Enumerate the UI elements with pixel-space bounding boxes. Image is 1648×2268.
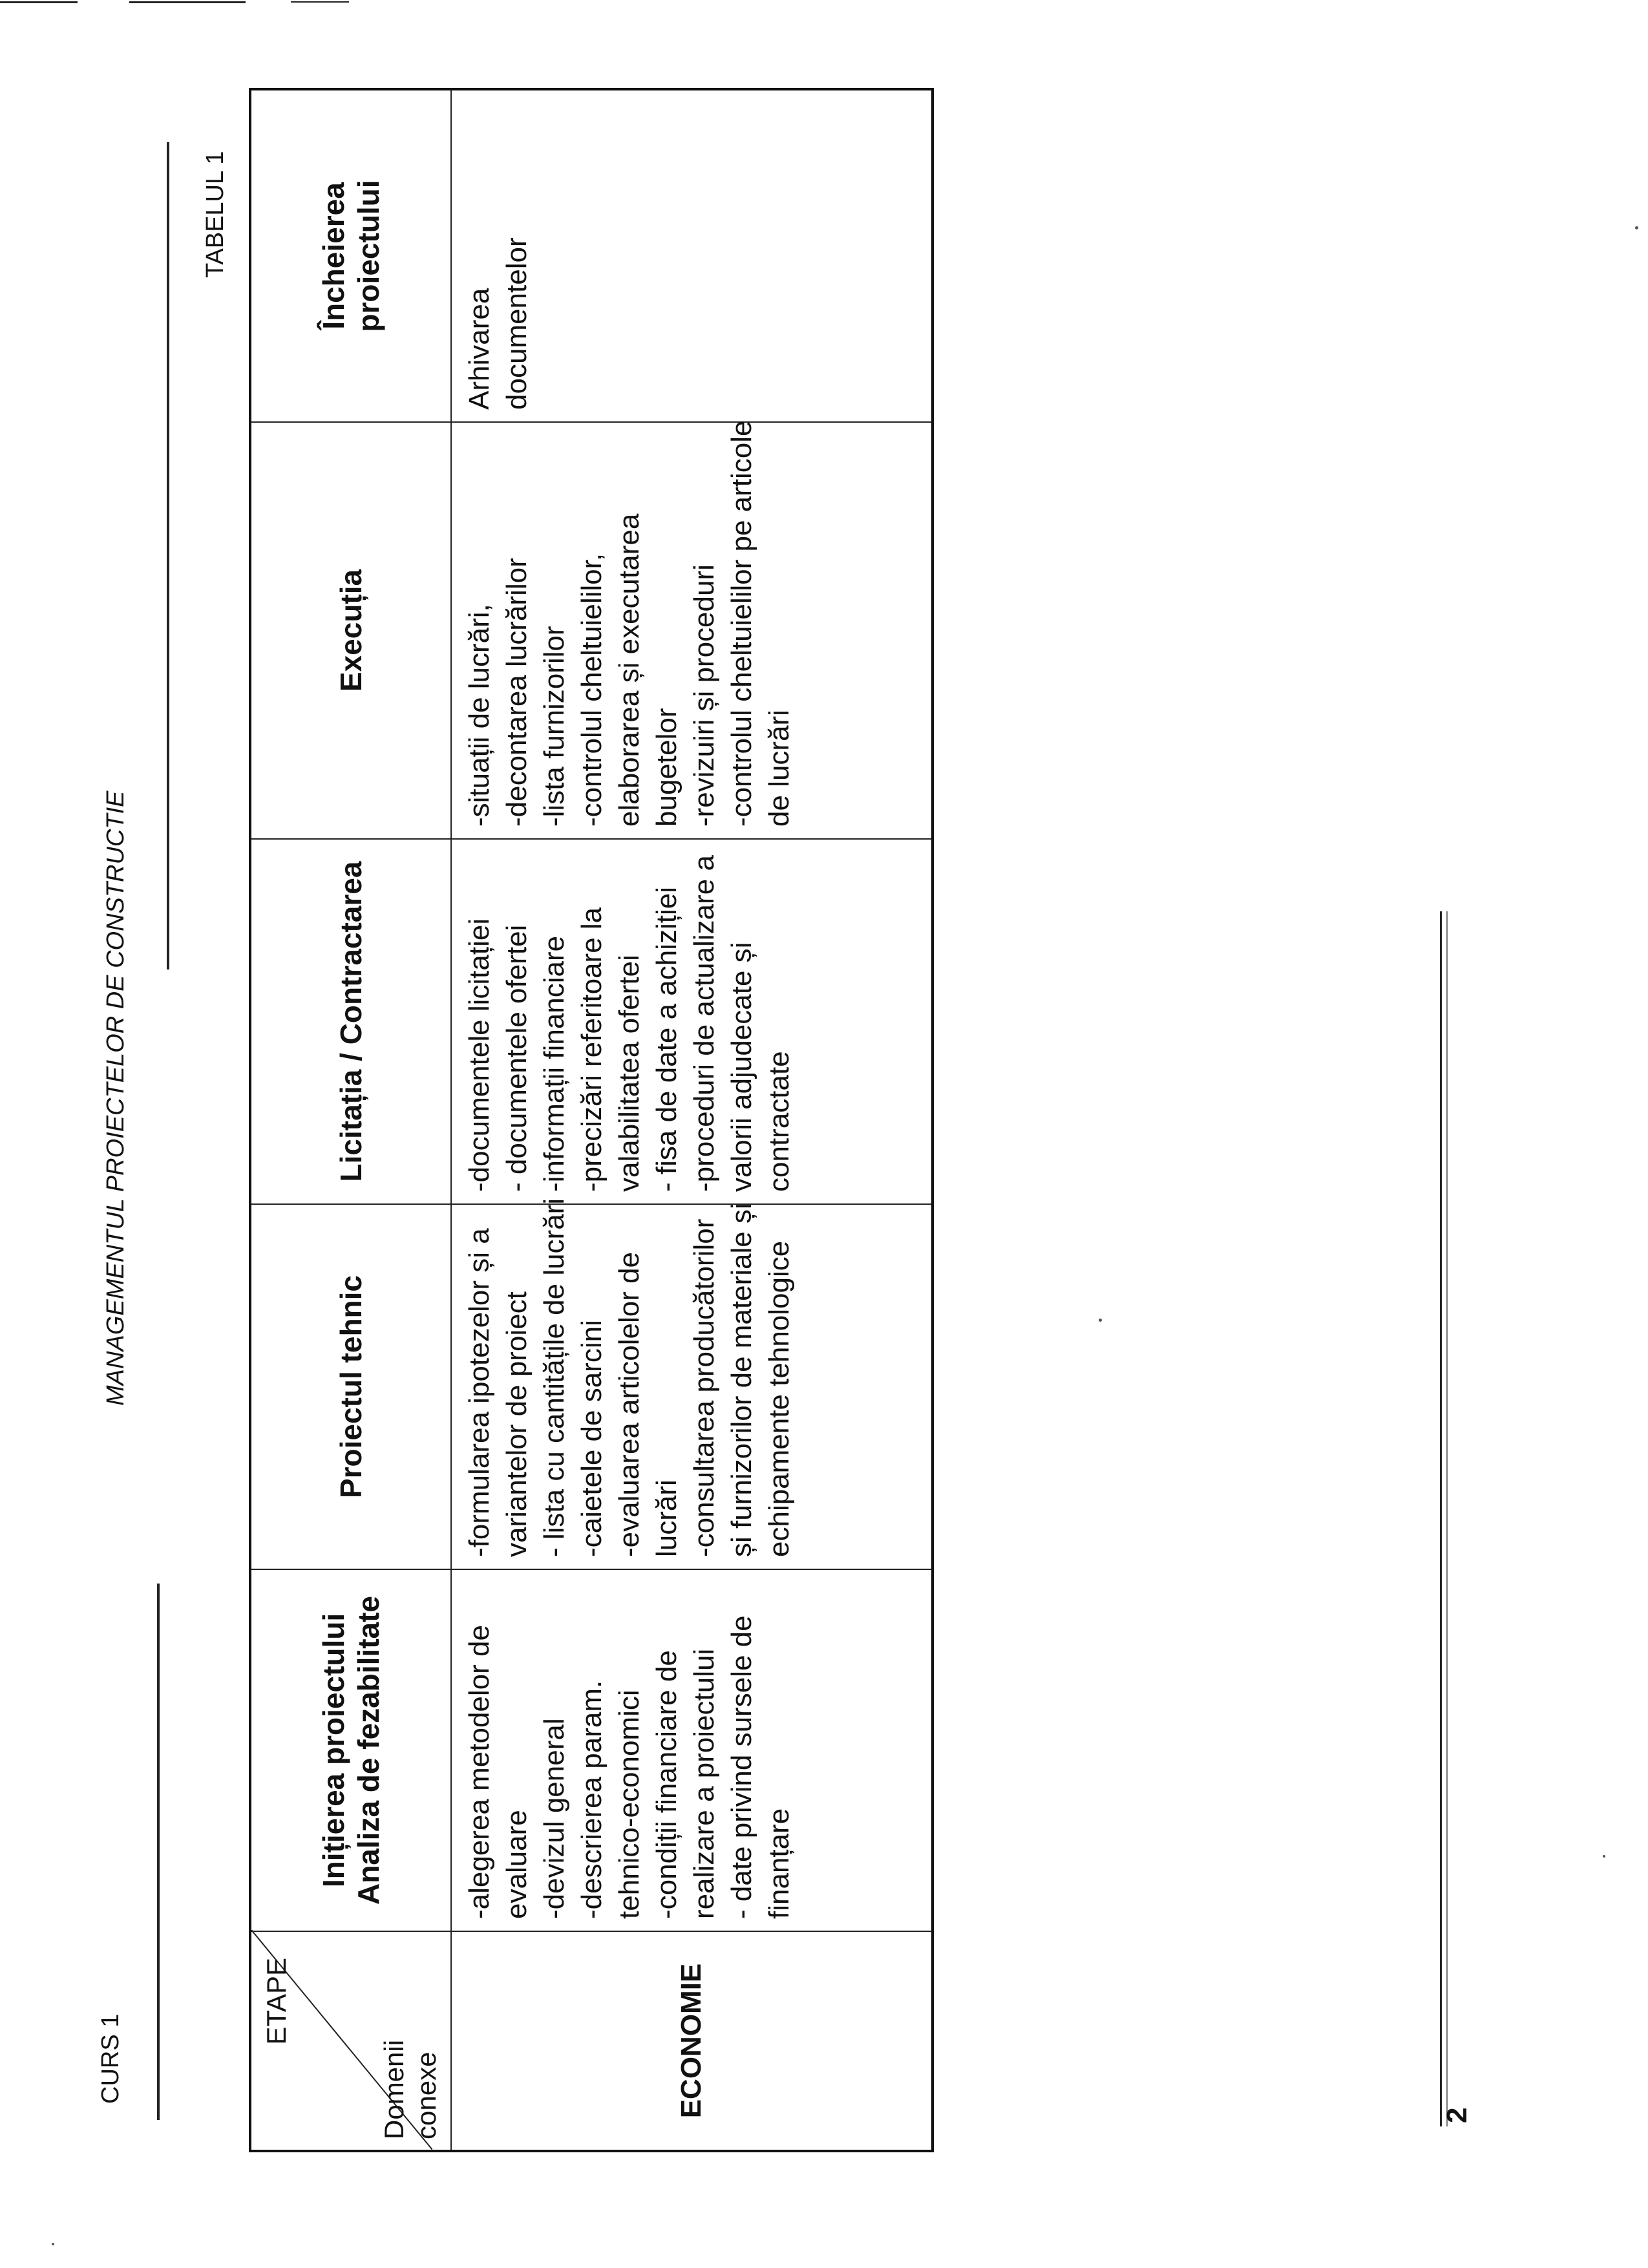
cell-line: elaborarea și executarea bbox=[613, 513, 645, 827]
cell-line: și furnizorilor de materiale și bbox=[726, 1203, 757, 1557]
column-header-line2: Analiza de fezabilitate bbox=[352, 1596, 385, 1905]
course-label: CURS 1 bbox=[97, 2013, 124, 2104]
stages-table-grid bbox=[249, 88, 934, 2152]
domain-label: ECONOMIE bbox=[451, 1931, 933, 2151]
column-header-initiation bbox=[250, 1569, 451, 1931]
corner-domains-label bbox=[378, 2040, 443, 2139]
cell-line: documentelor bbox=[501, 237, 533, 410]
cell-tendering bbox=[451, 839, 933, 1204]
column-header-line1: Licitația / Contractarea bbox=[334, 861, 368, 1182]
cell-line: -descrierea param. bbox=[576, 1680, 607, 1919]
scan-speck bbox=[52, 2243, 54, 2245]
cell-execution bbox=[451, 422, 933, 839]
cell-line: -formularea ipotezelor și a bbox=[463, 1228, 495, 1557]
footer-rule bbox=[1440, 911, 1442, 2126]
cell-line: -proceduri de actualizare a bbox=[688, 855, 720, 1192]
cell-line: tehnico-economici bbox=[613, 1690, 645, 1919]
column-header-execution bbox=[250, 422, 451, 839]
footer-rule-thin bbox=[1446, 911, 1448, 2126]
cell-line: -lista furnizorilor bbox=[538, 626, 570, 827]
cell-line: -precizări referitoare la bbox=[576, 907, 607, 1192]
scan-edge-mark bbox=[0, 1, 78, 3]
cell-line: finanțare bbox=[763, 1808, 795, 1919]
cell-line: -evaluarea articolelor de bbox=[613, 1251, 645, 1557]
column-header-line1: Încheierea bbox=[317, 182, 350, 330]
cell-line: valorii adjudecate și bbox=[726, 942, 757, 1192]
cell-line: -situații de lucrări, bbox=[463, 604, 495, 827]
column-header-line1: Proiectul tehnic bbox=[334, 1275, 368, 1499]
cell-line: evaluare bbox=[501, 1810, 533, 1919]
cell-line: contractate bbox=[763, 1051, 795, 1192]
column-header-tendering bbox=[250, 839, 451, 1204]
corner-stages-label: ETAPE bbox=[261, 1958, 291, 2045]
cell-initiation bbox=[451, 1569, 933, 1931]
scan-edge-mark bbox=[129, 1, 246, 3]
cell-line: de lucrări bbox=[763, 710, 795, 827]
cell-line: valabilitatea ofertei bbox=[613, 955, 645, 1192]
corner-cell bbox=[250, 1931, 451, 2151]
corner-domains-line1: Domenii bbox=[379, 2039, 409, 2139]
cell-line: -devizul general bbox=[538, 1718, 570, 1919]
column-header-line2: proiectului bbox=[352, 180, 385, 332]
cell-line: -documentele licitației bbox=[463, 918, 495, 1192]
table-row-economie bbox=[451, 89, 933, 2151]
table-label: TABELUL 1 bbox=[202, 151, 229, 278]
cell-line: Arhivarea bbox=[463, 288, 495, 410]
corner-domains-line2: conexe bbox=[411, 2051, 441, 2139]
scan-speck bbox=[1635, 226, 1638, 229]
column-header-line1: Inițierea proiectului bbox=[317, 1613, 350, 1888]
cell-line: -condiții financiare de bbox=[651, 1650, 682, 1919]
column-header-closing bbox=[250, 89, 451, 422]
cell-line: -caietele de sarcini bbox=[576, 1320, 607, 1557]
cell-line: -revizuiri și proceduri bbox=[688, 564, 720, 827]
cell-line: echipamente tehnologice bbox=[763, 1240, 795, 1557]
cell-closing bbox=[451, 89, 933, 422]
cell-line: -controlul cheltuielilor pe articole bbox=[726, 420, 757, 827]
cell-line: realizare a proiectului bbox=[688, 1648, 720, 1919]
header-right-rule bbox=[167, 142, 169, 970]
cell-line: - documentele ofertei bbox=[501, 924, 533, 1192]
document-title: MANAGEMENTUL PROIECTELOR DE CONSTRUCTIE bbox=[102, 790, 129, 1406]
cell-line: -decontarea lucrărilor bbox=[501, 558, 533, 827]
header-left-rule bbox=[157, 1584, 160, 2120]
cell-line: bugetelor bbox=[651, 708, 682, 827]
page-number: 2 bbox=[1441, 2107, 1473, 2123]
cell-line: - date privind sursele de bbox=[726, 1615, 757, 1919]
cell-line: variantelor de proiect bbox=[501, 1291, 533, 1557]
cell-line: -consultarea producătorilor bbox=[688, 1218, 720, 1557]
cell-line: - fisa de date a achiziției bbox=[651, 886, 682, 1192]
cell-line: - lista cu cantitățile de lucrări bbox=[538, 1198, 570, 1557]
table-header-row bbox=[250, 89, 451, 2151]
column-header-technical-project bbox=[250, 1204, 451, 1569]
cell-line: -alegerea metodelor de bbox=[463, 1625, 495, 1919]
cell-line: lucrări bbox=[651, 1479, 682, 1557]
scan-speck bbox=[1603, 1855, 1605, 1858]
stages-table bbox=[249, 90, 934, 2152]
cell-technical-project bbox=[451, 1198, 933, 1569]
cell-line: -controlul cheltuielilor, bbox=[576, 553, 607, 827]
scan-speck bbox=[1099, 1319, 1102, 1322]
column-header-line1: Execuția bbox=[334, 569, 368, 692]
scan-edge-mark bbox=[291, 1, 349, 3]
cell-line: -informații financiare bbox=[538, 935, 570, 1192]
